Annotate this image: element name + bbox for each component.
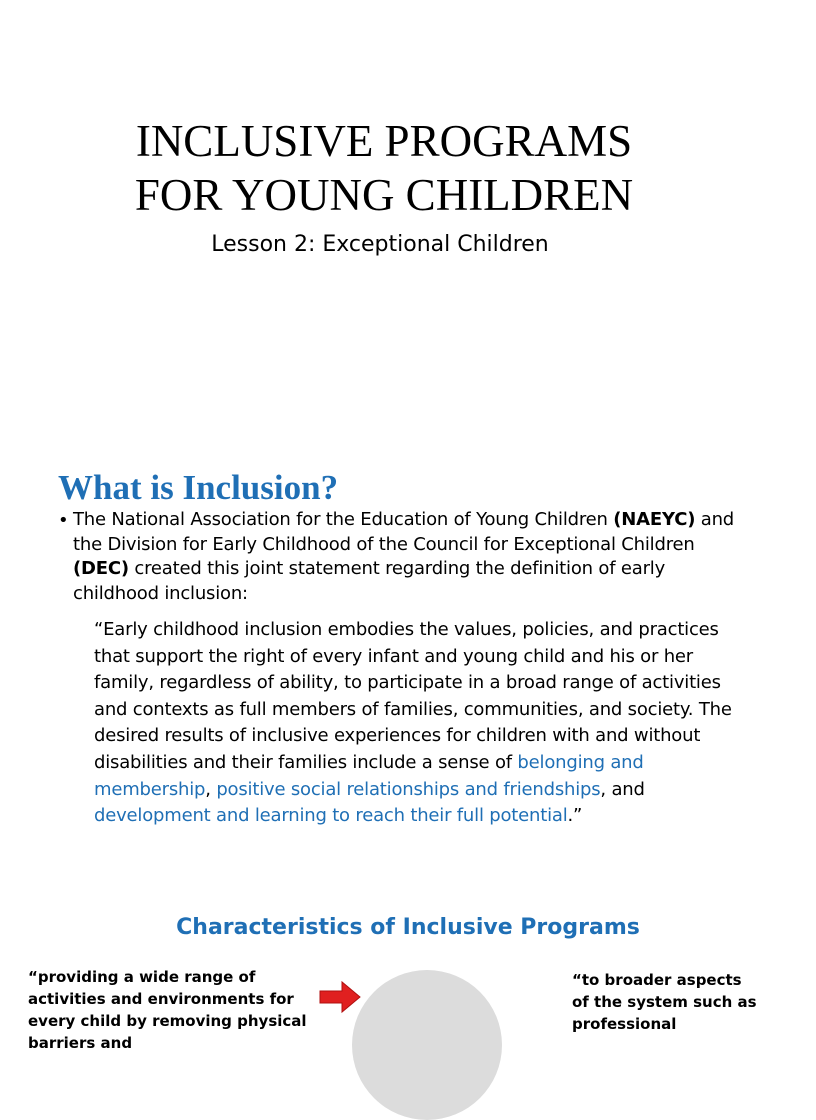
naeyc-abbrev: (NAEYC): [613, 509, 696, 530]
quote-separator-2: , and: [600, 778, 645, 800]
section-heading: What is Inclusion?: [58, 468, 339, 507]
bullet-text-part-2: and the Division for Early Childhood of the Council for Exceptional Children: [73, 509, 735, 555]
quote-text: “Early childhood inclusion embodies the values, policies, and practices that support the right of every infant and young child and his or her family, regardless of ability, to participate in a broad range of activities and contexts as full members of families, communities, and society. The desired results of inclusive experiences for children with and without disabilities and their families include a sense of: [94, 619, 732, 773]
dec-abbrev: (DEC): [73, 558, 129, 579]
slide-subtitle: Lesson 2: Exceptional Children: [211, 232, 549, 257]
bullet-icon: •: [58, 510, 69, 531]
center-circle: [352, 970, 502, 1120]
highlight-belonging: belonging and membership: [94, 751, 644, 800]
bullet-text-part-1: The National Association for the Education of Young Children: [73, 509, 614, 530]
definition-quote: [94, 617, 754, 830]
characteristics-heading: Characteristics of Inclusive Programs: [176, 915, 640, 940]
left-characteristic-quote: “providing a wide range of activities and environments for every child by removing physical barriers and: [28, 968, 307, 1052]
bullet-text: [73, 508, 748, 606]
bullet-text-part-3: created this joint statement regarding the definition of early childhood inclusion:: [73, 558, 666, 604]
slide-title: [0, 114, 768, 222]
quote-separator-1: ,: [205, 778, 217, 800]
bullet-item: [58, 508, 748, 606]
highlight-development: development and learning to reach their full potential: [94, 805, 568, 827]
arrow-right-icon: [320, 982, 360, 1012]
quote-end: .”: [567, 805, 583, 827]
slide-title-line-1: INCLUSIVE PROGRAMS: [135, 116, 633, 166]
right-characteristic-quote: “to broader aspects of the system such as professional: [572, 971, 757, 1033]
highlight-relationships: positive social relationships and friendships: [216, 778, 601, 800]
slide-title-line-2: FOR YOUNG CHILDREN: [134, 170, 634, 220]
